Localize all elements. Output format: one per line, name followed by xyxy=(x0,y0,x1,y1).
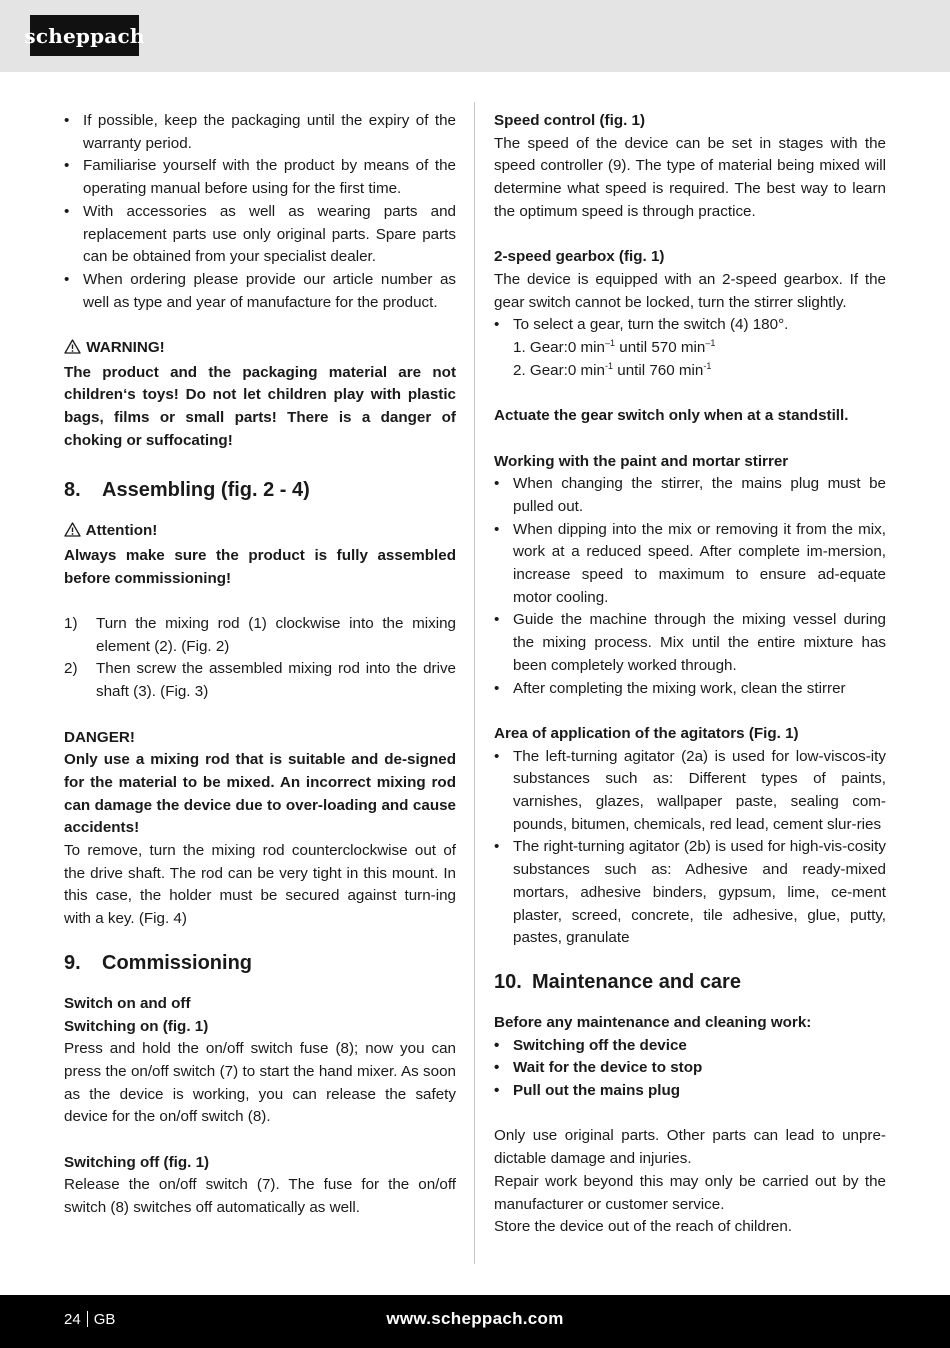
remove-text: To remove, turn the mixing rod counterclockwise out of the drive shaft. The rod can be very tight in this mount. In this case, the holder must be secured against turn-ing with a key. (Fig. 4) xyxy=(64,842,456,928)
intro-bullet-list xyxy=(64,110,456,314)
list-item: • Pull out the mains plug xyxy=(494,1080,886,1103)
gearbox-heading: 2-speed gearbox (fig. 1) xyxy=(494,248,665,266)
exponent: –1 xyxy=(605,338,616,349)
scheppach-logo xyxy=(24,15,145,56)
section-8-heading xyxy=(64,475,456,505)
section-number: 10. xyxy=(494,970,522,993)
gear-text: until 570 min xyxy=(615,339,706,357)
list-item xyxy=(64,658,456,703)
page-footer xyxy=(0,1295,950,1348)
assembly-steps xyxy=(64,613,456,704)
step-number: 2) xyxy=(64,660,78,678)
column-divider xyxy=(474,102,475,1264)
repair-text: Repair work beyond this may only be carried out by the manufacturer or customer service. xyxy=(494,1172,886,1213)
speed-heading: Speed control (fig. 1) xyxy=(494,112,646,129)
working-bullet-list xyxy=(494,473,886,700)
list-item xyxy=(64,613,456,658)
warning-title: WARNING! xyxy=(86,339,165,357)
danger-text: Only use a mixing rod that is suitable and de-signed for the material to be mixed. An incorrect mixing rod can damage the device due to over-loading and cause accidents! xyxy=(64,751,456,837)
gearbox-text: The device is equipped with an 2-speed gearbox. If the gear switch cannot be locked, turn the stirrer slightly. xyxy=(494,270,886,311)
list-item: • To select a gear, turn the switch (4) 180°. xyxy=(494,314,886,337)
switching-on-heading: Switching on (fig. 1) xyxy=(64,1017,209,1035)
step-text: Turn the mixing rod (1) clockwise into the mixing element (2). (Fig. 2) xyxy=(96,615,456,655)
gear-bullet-list xyxy=(494,314,886,337)
before-bullet-list xyxy=(494,1035,886,1103)
step-number: 1) xyxy=(64,615,78,633)
section-title: Commissioning xyxy=(102,951,253,974)
list-item: • When ordering please provide our article number as well as type and year of manufacture for the product. xyxy=(64,269,456,314)
warning-triangle-icon xyxy=(64,339,82,362)
switching-off-heading: Switching off (fig. 1) xyxy=(64,1153,210,1171)
actuate-warning: Actuate the gear switch only when at a standstill. xyxy=(494,407,849,425)
list-item: • Familiarise yourself with the product by means of the operating manual before using for the first time. xyxy=(64,155,456,200)
list-item: • The left-turning agitator (2a) is used for low-viscos-ity substances such as: Different types of paints, varnishes, glazes, wallpaper paste, sealing com-pounds, bitumen, chemicals, red lead, cement slur-ries xyxy=(494,746,886,837)
list-item: • When dipping into the mix or removing it from the mix, work at a reduced speed. After complete im-mersion, increase speed to maximum to ensure ad-equate motor cooling. xyxy=(494,519,886,610)
list-item: • Switching off the device xyxy=(494,1035,886,1058)
gear-text: until 760 min xyxy=(613,361,704,379)
right-column xyxy=(494,110,886,1239)
warning-text: The product and the packaging material are not children‘s toys! Do not let children play with plastic bags, films or small parts! There is a danger of choking or suffocating! xyxy=(64,363,456,449)
list-item: • With accessories as well as wearing parts and replacement parts use only original parts. Spare parts can be obtained from your specialist dealer. xyxy=(64,201,456,269)
exponent: -1 xyxy=(605,360,614,371)
left-column xyxy=(64,110,456,1220)
parts-text: Only use original parts. Other parts can lead to unpre-dictable damage and injuries. xyxy=(494,1127,886,1168)
section-title: Maintenance and care xyxy=(532,970,741,993)
before-heading: Before any maintenance and cleaning work: xyxy=(494,1013,812,1031)
warning-triangle-icon xyxy=(64,522,82,545)
switching-off-text: Release the on/off switch (7). The fuse for the on/off switch (8) switches off automatically as well. xyxy=(64,1176,456,1217)
exponent: -1 xyxy=(703,360,712,371)
section-number: 8. xyxy=(64,479,81,502)
section-title: Assembling (fig. 2 - 4) xyxy=(102,479,310,502)
gear-text: 1. Gear:0 min xyxy=(513,339,606,357)
list-item: • After completing the mixing work, clean the stirrer xyxy=(494,678,886,701)
switch-heading: Switch on and off xyxy=(64,994,191,1012)
website-link[interactable]: www.scheppach.com xyxy=(386,1309,564,1328)
danger-title: DANGER! xyxy=(64,728,135,746)
switching-on-text: Press and hold the on/off switch fuse (8); now you can press the on/off switch (7) to start the hand mixer. As soon as the device is working, you can release the safety device for the on/off switch (8). xyxy=(64,1040,456,1126)
area-heading: Area of application of the agitators (Fig. 1) xyxy=(494,724,799,742)
exponent: –1 xyxy=(705,338,716,349)
list-item: • The right-turning agitator (2b) is used for high-vis-cosity substances such as: Adhesive and ready-mixed mortars, adhesive binders, gypsum, lime, ce-ment plaster, screed, concrete, tile adhesive, glue, putty, pastes, granulate xyxy=(494,836,886,950)
language-code: GB xyxy=(93,1311,116,1328)
attention-title: Attention! xyxy=(85,522,158,540)
warning-heading xyxy=(64,337,456,362)
page-header xyxy=(0,0,950,72)
gear-text: 2. Gear:0 min xyxy=(513,361,606,379)
area-bullet-list xyxy=(494,746,886,950)
list-item: • If possible, keep the packaging until the expiry of the warranty period. xyxy=(64,110,456,155)
list-item: • When changing the stirrer, the mains plug must be pulled out. xyxy=(494,473,886,518)
list-item: • Guide the machine through the mixing vessel during the mixing process. Mix until the entire mixture has been completely worked through. xyxy=(494,609,886,677)
gear-1-line xyxy=(494,337,886,360)
section-9-heading xyxy=(64,948,456,978)
gear-2-line xyxy=(494,360,886,383)
attention-heading xyxy=(64,520,456,545)
list-item: • Wait for the device to stop xyxy=(494,1057,886,1080)
step-text: Then screw the assembled mixing rod into the drive shaft (3). (Fig. 3) xyxy=(96,660,456,701)
page-number: 24 xyxy=(64,1311,81,1328)
working-heading: Working with the paint and mortar stirrer xyxy=(494,452,789,470)
store-text: Store the device out of the reach of children. xyxy=(494,1218,793,1236)
speed-text: The speed of the device can be set in stages with the speed controller (9). The type of material being mixed will determine what speed is required. The best way to learn the optimum speed is through practice. xyxy=(494,134,886,220)
attention-text: Always make sure the product is fully assembled before commissioning! xyxy=(64,546,456,587)
section-number: 9. xyxy=(64,951,81,974)
section-10-heading xyxy=(494,967,886,997)
logo-text: scheppach xyxy=(24,23,145,48)
